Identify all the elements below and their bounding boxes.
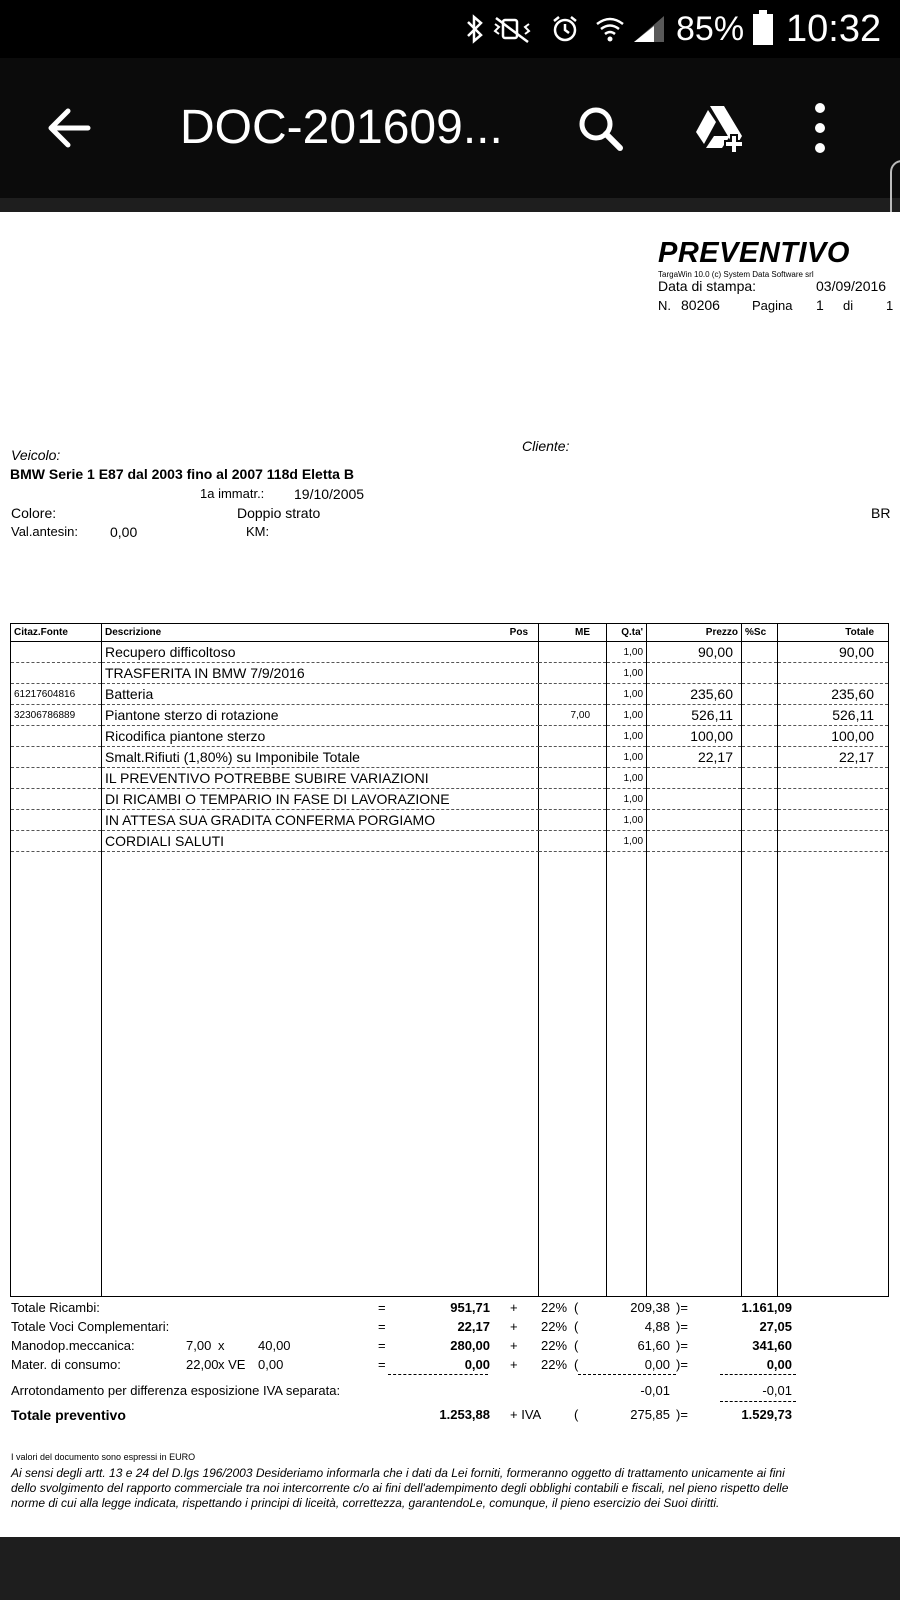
total-eq: = bbox=[378, 1357, 386, 1372]
totals-row-manodop bbox=[0, 1338, 900, 1356]
total-paren: ( bbox=[574, 1357, 579, 1372]
total-label: Totale Voci Complementari: bbox=[11, 1319, 170, 1334]
km-label: KM: bbox=[246, 524, 270, 539]
separator-line bbox=[388, 1374, 488, 1375]
total-total: -0,01 bbox=[762, 1383, 792, 1398]
total-total: 27,05 bbox=[759, 1319, 792, 1334]
col-sconto: %Sc bbox=[742, 624, 778, 642]
total-iva_amt: 275,85 bbox=[630, 1407, 670, 1422]
cell-code bbox=[11, 726, 102, 747]
cell-sc bbox=[742, 642, 778, 663]
cell-desc: DI RICAMBI O TEMPARIO IN FASE DI LAVORAZIONE bbox=[102, 789, 539, 810]
total-iva_amt: 209,38 bbox=[630, 1300, 670, 1315]
cell-code bbox=[11, 747, 102, 768]
page-number: 1 bbox=[816, 297, 824, 313]
total-paren: ( bbox=[574, 1338, 579, 1353]
cell-qty: 1,00 bbox=[607, 705, 647, 726]
document-title: DOC-201609... bbox=[180, 101, 503, 154]
total-plus: + bbox=[510, 1338, 518, 1353]
search-icon[interactable] bbox=[570, 98, 630, 158]
total-close: )= bbox=[676, 1300, 688, 1315]
cell-price: 22,17 bbox=[647, 747, 742, 768]
valantesin-label: Val.antesin: bbox=[11, 524, 78, 539]
total-label: Manodop.meccanica: bbox=[11, 1338, 135, 1353]
wifi-icon bbox=[594, 14, 626, 44]
cell-code bbox=[11, 789, 102, 810]
total-close: )= bbox=[676, 1319, 688, 1334]
cell-price bbox=[647, 663, 742, 684]
cell-total: 22,17 bbox=[778, 747, 889, 768]
cell-desc: CORDIALI SALUTI bbox=[102, 831, 539, 852]
clock: 10:32 bbox=[786, 8, 882, 50]
cell-desc: Batteria bbox=[102, 684, 539, 705]
table-header bbox=[11, 624, 889, 642]
cell-sc bbox=[742, 810, 778, 831]
total-label: Totale preventivo bbox=[11, 1407, 126, 1423]
cell-me bbox=[539, 726, 607, 747]
cell-qty: 1,00 bbox=[607, 747, 647, 768]
table-row bbox=[11, 768, 889, 789]
cell-qty: 1,00 bbox=[607, 663, 647, 684]
cell-me bbox=[539, 642, 607, 663]
print-date-label: Data di stampa: bbox=[658, 278, 757, 294]
cell-code bbox=[11, 642, 102, 663]
cell-me bbox=[539, 684, 607, 705]
total-label: Mater. di consumo: bbox=[11, 1357, 121, 1372]
total-plus: + bbox=[510, 1319, 518, 1334]
items-table bbox=[10, 623, 889, 1297]
total-x: x VE bbox=[218, 1357, 246, 1372]
status-bar bbox=[0, 0, 900, 58]
cell-qty: 1,00 bbox=[607, 831, 647, 852]
total-paren: ( bbox=[574, 1300, 579, 1315]
total-imp: 951,71 bbox=[450, 1300, 490, 1315]
cell-total: 235,60 bbox=[778, 684, 889, 705]
br-code: BR bbox=[871, 505, 891, 521]
total-iva_amt: -0,01 bbox=[640, 1383, 670, 1398]
total-imp: 22,17 bbox=[457, 1319, 490, 1334]
app-bar bbox=[0, 58, 900, 198]
bottom-bar bbox=[0, 1537, 900, 1600]
privacy-notice bbox=[11, 1466, 788, 1511]
cell-price: 526,11 bbox=[647, 705, 742, 726]
total-rate: 0,00 bbox=[258, 1357, 284, 1372]
cell-desc: Piantone sterzo di rotazione bbox=[102, 705, 539, 726]
total-eq: = bbox=[378, 1300, 386, 1315]
total-iva_amt: 4,88 bbox=[644, 1319, 670, 1334]
page-label: Pagina bbox=[752, 298, 793, 313]
col-me: ME bbox=[539, 624, 607, 642]
cell-me bbox=[539, 768, 607, 789]
drive-add-icon[interactable] bbox=[690, 98, 750, 158]
total-iva: 22% bbox=[541, 1338, 568, 1353]
col-prezzo: Prezzo bbox=[647, 624, 742, 642]
table-row bbox=[11, 831, 889, 852]
total-x: x bbox=[218, 1338, 225, 1353]
cell-me bbox=[539, 663, 607, 684]
privacy-line: Ai sensi degli artt. 13 e 24 del D.lgs 196/2003 Desideriamo informarla che i dati da Lei forniti, formeranno oggetto di trattamento unicamente ai fini bbox=[11, 1466, 785, 1480]
cell-code bbox=[11, 831, 102, 852]
alarm-icon bbox=[550, 14, 580, 44]
totals-row-totale bbox=[0, 1407, 900, 1425]
total-plus: + bbox=[510, 1300, 518, 1315]
cell-price: 90,00 bbox=[647, 642, 742, 663]
totals-row-arrotondamento bbox=[0, 1383, 900, 1401]
table-row bbox=[11, 663, 889, 684]
privacy-line: norme di cui alla legge indicata, rispettando i principi di liceità, correttezza, garantendoLe, comunque, il pieno esercizio dei Suoi diritti. bbox=[11, 1496, 720, 1510]
vibrate-mute-icon bbox=[490, 14, 534, 44]
cell-code: 32306786889 bbox=[11, 705, 102, 726]
cell-total: 100,00 bbox=[778, 726, 889, 747]
doc-number: 80206 bbox=[681, 297, 720, 313]
cell-qty: 1,00 bbox=[607, 726, 647, 747]
separator-line bbox=[578, 1374, 676, 1375]
total-eq: = bbox=[378, 1338, 386, 1353]
col-pos: Pos bbox=[509, 627, 529, 638]
cell-price bbox=[647, 789, 742, 810]
cell-price: 100,00 bbox=[647, 726, 742, 747]
cell-price bbox=[647, 831, 742, 852]
total-close: )= bbox=[676, 1407, 688, 1422]
table-row bbox=[11, 705, 889, 726]
signal-icon bbox=[632, 14, 666, 44]
vehicle-description: BMW Serie 1 E87 dal 2003 fino al 2007 118d Eletta B bbox=[10, 466, 354, 482]
table-row bbox=[11, 684, 889, 705]
software-credit: TargaWin 10.0 (c) System Data Software srl bbox=[658, 270, 814, 279]
total-iva_label: + IVA bbox=[510, 1407, 542, 1422]
cell-total bbox=[778, 831, 889, 852]
cell-qty: 1,00 bbox=[607, 642, 647, 663]
cell-total bbox=[778, 810, 889, 831]
cell-sc bbox=[742, 726, 778, 747]
cell-qty: 1,00 bbox=[607, 768, 647, 789]
total-iva: 22% bbox=[541, 1300, 568, 1315]
cell-sc bbox=[742, 684, 778, 705]
cell-price bbox=[647, 810, 742, 831]
cell-desc: IL PREVENTIVO POTREBBE SUBIRE VARIAZIONI bbox=[102, 768, 539, 789]
doc-title: PREVENTIVO bbox=[658, 237, 850, 269]
cell-desc: IN ATTESA SUA GRADITA CONFERMA PORGIAMO bbox=[102, 810, 539, 831]
cell-sc bbox=[742, 663, 778, 684]
cell-price: 235,60 bbox=[647, 684, 742, 705]
cell-me: 7,00 bbox=[539, 705, 607, 726]
table-row bbox=[11, 789, 889, 810]
cell-price bbox=[647, 768, 742, 789]
table-row bbox=[11, 747, 889, 768]
col-totale: Totale bbox=[778, 624, 889, 642]
battery-percent: 85% bbox=[676, 10, 745, 48]
paint-type: Doppio strato bbox=[237, 505, 321, 521]
total-paren: ( bbox=[574, 1319, 579, 1334]
total-iva: 22% bbox=[541, 1319, 568, 1334]
total-rate: 40,00 bbox=[258, 1338, 291, 1353]
valantesin-value: 0,00 bbox=[110, 524, 138, 540]
total-total: 1.161,09 bbox=[741, 1300, 792, 1315]
cell-me bbox=[539, 789, 607, 810]
total-imp: 1.253,88 bbox=[439, 1407, 490, 1422]
separator-line bbox=[720, 1374, 796, 1375]
total-qty: 7,00 bbox=[186, 1338, 212, 1353]
total-plus: + bbox=[510, 1357, 518, 1372]
veicolo-label: Veicolo: bbox=[11, 447, 61, 463]
total-qty: 22,00 bbox=[186, 1357, 219, 1372]
of-label: di bbox=[843, 298, 854, 313]
total-imp: 280,00 bbox=[450, 1338, 490, 1353]
battery-icon bbox=[753, 14, 773, 45]
number-label: N. bbox=[658, 298, 671, 313]
euro-note: I valori del documento sono espressi in EURO bbox=[11, 1452, 196, 1462]
more-options-icon[interactable] bbox=[805, 98, 835, 158]
total-eq: = bbox=[378, 1319, 386, 1334]
total-label: Arrotondamento per differenza esposizione IVA separata: bbox=[11, 1383, 341, 1398]
total-paren: ( bbox=[574, 1407, 579, 1422]
total-iva_amt: 0,00 bbox=[644, 1357, 670, 1372]
total-total: 1.529,73 bbox=[741, 1407, 792, 1422]
table-row bbox=[11, 810, 889, 831]
col-citaz: Citaz.Fonte bbox=[11, 624, 102, 642]
total-total: 0,00 bbox=[766, 1357, 792, 1372]
total-iva: 22% bbox=[541, 1357, 568, 1372]
cell-me bbox=[539, 831, 607, 852]
total-label: Totale Ricambi: bbox=[11, 1300, 100, 1315]
bluetooth-icon bbox=[462, 14, 488, 44]
cell-code bbox=[11, 810, 102, 831]
total-close: )= bbox=[676, 1338, 688, 1353]
immatr-date: 19/10/2005 bbox=[294, 486, 365, 502]
cell-desc: Recupero difficoltoso bbox=[102, 642, 539, 663]
print-date: 03/09/2016 bbox=[816, 278, 887, 294]
total-imp: 0,00 bbox=[464, 1357, 490, 1372]
viewer-background bbox=[0, 198, 900, 212]
cell-desc: Ricodifica piantone sterzo bbox=[102, 726, 539, 747]
cell-sc bbox=[742, 768, 778, 789]
colore-label: Colore: bbox=[11, 505, 57, 521]
table-row bbox=[11, 726, 889, 747]
back-arrow-icon[interactable] bbox=[40, 98, 100, 158]
totals-row-ricambi bbox=[0, 1300, 900, 1318]
table-row bbox=[11, 642, 889, 663]
cell-code bbox=[11, 663, 102, 684]
cell-qty: 1,00 bbox=[607, 789, 647, 810]
total-total: 341,60 bbox=[752, 1338, 792, 1353]
cell-code: 61217604816 bbox=[11, 684, 102, 705]
immatr-label: 1a immatr.: bbox=[200, 486, 265, 501]
page-count: 1 bbox=[886, 298, 894, 313]
totals-row-mater bbox=[0, 1357, 900, 1375]
document-page bbox=[0, 212, 900, 1537]
total-close: )= bbox=[676, 1357, 688, 1372]
cell-sc bbox=[742, 831, 778, 852]
cell-sc bbox=[742, 705, 778, 726]
cell-code bbox=[11, 768, 102, 789]
cell-qty: 1,00 bbox=[607, 810, 647, 831]
cell-desc: TRASFERITA IN BMW 7/9/2016 bbox=[102, 663, 539, 684]
col-descrizione bbox=[102, 624, 539, 642]
totals-row-voci bbox=[0, 1319, 900, 1337]
privacy-line: dello svolgimento del rapporto commerciale tra noi intercorrente c/o ai fini dell'adempimento degli obblighi contabili e fiscali, nel pieno rispetto delle bbox=[11, 1481, 789, 1495]
cell-me bbox=[539, 810, 607, 831]
cell-total bbox=[778, 663, 889, 684]
cliente-label: Cliente: bbox=[522, 438, 570, 454]
cell-total bbox=[778, 789, 889, 810]
cell-qty: 1,00 bbox=[607, 684, 647, 705]
table-empty-space bbox=[11, 852, 889, 1297]
col-descrizione-label: Descrizione bbox=[105, 627, 162, 638]
cell-sc bbox=[742, 747, 778, 768]
separator-line bbox=[720, 1401, 796, 1402]
cell-total bbox=[778, 768, 889, 789]
cell-me bbox=[539, 747, 607, 768]
col-qty: Q.ta' bbox=[607, 624, 647, 642]
cell-sc bbox=[742, 789, 778, 810]
total-iva_amt: 61,60 bbox=[637, 1338, 670, 1353]
cell-total: 526,11 bbox=[778, 705, 889, 726]
cell-total: 90,00 bbox=[778, 642, 889, 663]
cell-desc: Smalt.Rifiuti (1,80%) su Imponibile Totale bbox=[102, 747, 539, 768]
